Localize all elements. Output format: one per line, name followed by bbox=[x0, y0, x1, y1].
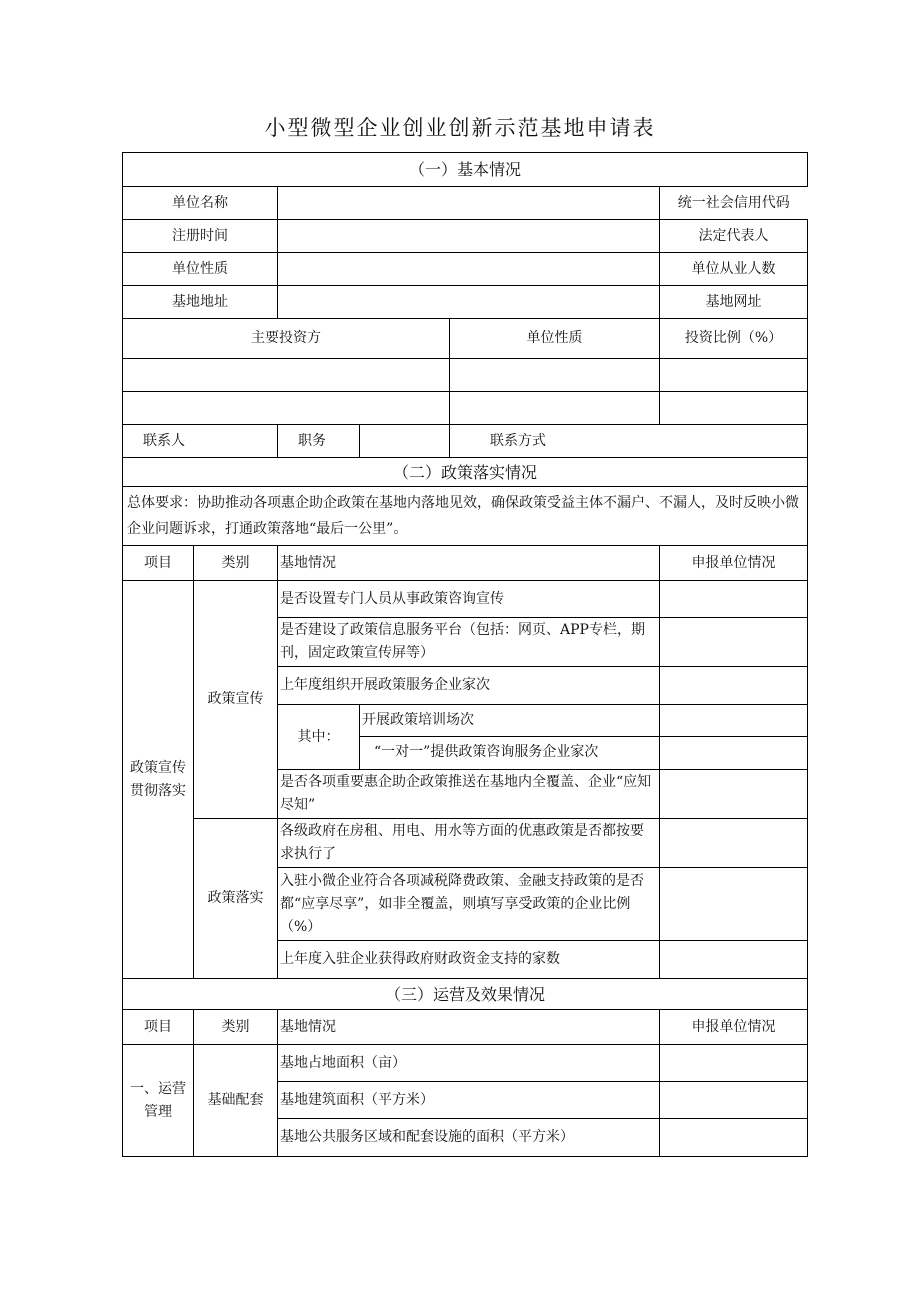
report-field-r2[interactable] bbox=[660, 618, 808, 667]
unit-name-label: 单位名称 bbox=[123, 187, 278, 220]
s3-report-field-r3[interactable] bbox=[660, 1119, 808, 1157]
position-label: 职务 bbox=[278, 425, 360, 458]
invest-ratio-field-1[interactable] bbox=[660, 359, 808, 392]
sub-report-fields bbox=[660, 705, 808, 770]
row-tax-finance: 入驻小微企业符合各项减税降费政策、金融支持政策的是否都“应享尽享”，如非全覆盖，则填写享受政策的企业比例（%） bbox=[278, 868, 660, 941]
reg-time-label: 注册时间 bbox=[123, 220, 278, 253]
contact-method-label: 联系方式 bbox=[450, 425, 808, 458]
item-policy: 政策宣传贯彻落实 bbox=[123, 581, 194, 979]
investor-nature-field-1[interactable] bbox=[450, 359, 660, 392]
base-address-label: 基地地址 bbox=[123, 286, 278, 319]
position-field[interactable] bbox=[360, 425, 450, 458]
category-implementation: 政策落实 bbox=[194, 819, 278, 979]
row-public-area: 基地公共服务区域和配套设施的面积（平方米） bbox=[278, 1119, 660, 1157]
s3-col-base-header: 基地情况 bbox=[278, 1010, 660, 1045]
s3-report-field-r1[interactable] bbox=[660, 1045, 808, 1082]
unit-nature-field[interactable] bbox=[278, 253, 660, 286]
report-field-r3[interactable] bbox=[660, 667, 808, 705]
general-requirement: 总体要求：协助推动各项惠企助企政策在基地内落地见效，确保政策受益主体不漏户、不漏人，及时反映小微企业问题诉求，打通政策落地“最后一公里”。 bbox=[123, 487, 808, 546]
base-address-field[interactable] bbox=[278, 286, 660, 319]
report-field-r7[interactable] bbox=[660, 819, 808, 868]
row-training: 开展政策培训场次 bbox=[362, 711, 474, 728]
row-preferential: 各级政府在房租、用电、用水等方面的优惠政策是否都按要求执行了 bbox=[278, 819, 660, 868]
col-category-header: 类别 bbox=[194, 546, 278, 581]
investor-field-2[interactable] bbox=[123, 392, 450, 425]
row-building-area: 基地建筑面积（平方米） bbox=[278, 1082, 660, 1119]
col-item-header: 项目 bbox=[123, 546, 194, 581]
section1-heading: （一）基本情况 bbox=[123, 153, 808, 187]
section2-heading: （二）政策落实情况 bbox=[123, 458, 808, 487]
form-title: 小型微型企业创业创新示范基地申请表 bbox=[264, 116, 656, 140]
unit-name-field[interactable] bbox=[278, 187, 660, 220]
base-website-label: 基地网址 bbox=[660, 286, 808, 319]
category-infrastructure: 基础配套 bbox=[194, 1045, 278, 1157]
col-report-header: 申报单位情况 bbox=[660, 546, 808, 581]
row-policy-staff: 是否设置专门人员从事政策咨询宣传 bbox=[278, 581, 660, 618]
s3-col-category-header: 类别 bbox=[194, 1010, 278, 1045]
legal-rep-label: 法定代表人 bbox=[660, 220, 808, 253]
row-one-on-one: “一对一”提供政策咨询服务企业家次 bbox=[360, 736, 659, 769]
s3-col-report-header: 申报单位情况 bbox=[660, 1010, 808, 1045]
s3-col-item-header: 项目 bbox=[123, 1010, 194, 1045]
row-land-area: 基地占地面积（亩） bbox=[278, 1045, 660, 1082]
row-full-coverage: 是否各项重要惠企助企政策推送在基地内全覆盖、企业“应知尽知” bbox=[278, 770, 660, 819]
row-service-count: 上年度组织开展政策服务企业家次 bbox=[278, 667, 660, 705]
application-form-table bbox=[122, 152, 808, 1157]
sub-rows bbox=[360, 705, 660, 770]
row-info-platform: 是否建设了政策信息服务平台（包括：网页、APP专栏，期刊，固定政策宣传屏等） bbox=[278, 618, 660, 667]
report-field-r5[interactable] bbox=[660, 736, 807, 769]
investor-nature-field-2[interactable] bbox=[450, 392, 660, 425]
credit-code-label: 统一社会信用代码 bbox=[660, 187, 808, 220]
item-operation: 一、运营管理 bbox=[123, 1045, 194, 1157]
section3-heading: （三）运营及效果情况 bbox=[123, 979, 808, 1010]
contact-label: 联系人 bbox=[123, 425, 278, 458]
invest-ratio-header: 投资比例（%） bbox=[660, 319, 808, 359]
investor-field-1[interactable] bbox=[123, 359, 450, 392]
category-publicity: 政策宣传 bbox=[194, 581, 278, 819]
row-fiscal-support: 上年度入驻企业获得政府财政资金支持的家数 bbox=[278, 941, 660, 979]
reg-time-field[interactable] bbox=[278, 220, 660, 253]
unit-nature-label: 单位性质 bbox=[123, 253, 278, 286]
investor-header: 主要投资方 bbox=[123, 319, 450, 359]
invest-ratio-field-2[interactable] bbox=[660, 392, 808, 425]
report-field-r6[interactable] bbox=[660, 770, 808, 819]
investor-nature-header: 单位性质 bbox=[450, 319, 660, 359]
employees-label: 单位从业人数 bbox=[660, 253, 808, 286]
qizhong-label: 其中： bbox=[278, 705, 360, 770]
s3-report-field-r2[interactable] bbox=[660, 1082, 808, 1119]
report-field-r8[interactable] bbox=[660, 868, 808, 941]
report-field-r4[interactable] bbox=[660, 705, 807, 736]
col-base-header: 基地情况 bbox=[278, 546, 660, 581]
report-field-r9[interactable] bbox=[660, 941, 808, 979]
report-field-r1[interactable] bbox=[660, 581, 808, 618]
